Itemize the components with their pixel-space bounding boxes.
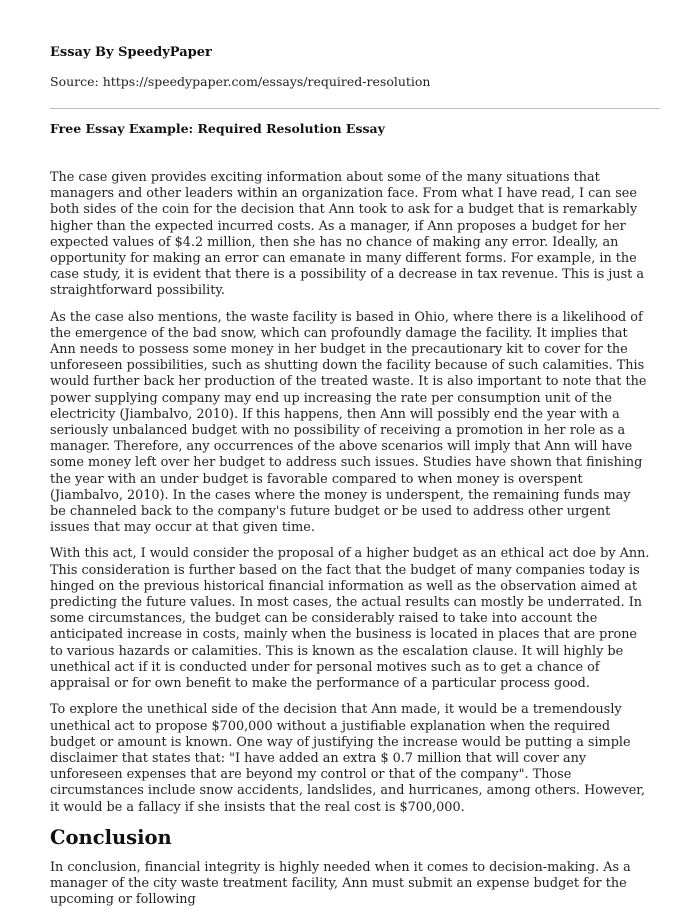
essay-paragraph: With this act, I would consider the proposal of a higher budget as an ethical act doe by Ann. This consideration is further based on the fact that the budget of many companies today is hinged on the previous historical financial information as well as the observation aimed at predicting the future values. In most cases, the actual results can mostly be underrated. In some circumstances, the budget can be considerably raised to take into account the anticipated increase in costs, mainly when the business is located in places that are prone to various hazards or calamities. This is known as the escalation clause. It will highly be unethical act if it is conducted under for personal motives such as to get a chance of appraisal or for own benefit to make the performance of a particular process good. — [50, 546, 650, 692]
conclusion-heading: Conclusion — [50, 825, 172, 849]
site-title: Essay By SpeedyPaper — [50, 45, 212, 60]
divider — [50, 108, 660, 109]
essay-title: Free Essay Example: Required Resolution Essay — [50, 121, 385, 136]
essay-body — [50, 170, 650, 918]
essay-paragraph: The case given provides exciting information about some of the many situations that managers and other leaders within an organization face. From what I have read, I can see both sides of the coin for the decision that Ann took to ask for a budget that is remarkably higher than the expected incurred costs. As a manager, if Ann proposes a budget for her expected values of $4.2 million, then she has no chance of making any error. Ideally, an opportunity for making an error can emanate in many different forms. For example, in the case study, it is evident that there is a possibility of a decrease in tax revenue. This is just a straightforward possibility. — [50, 170, 645, 299]
essay-paragraph: As the case also mentions, the waste facility is based in Ohio, where there is a likelihood of the emergence of the bad snow, which can profoundly damage the facility. It implies that Ann needs to possess some money in her budget in the precautionary kit to cover for the unforeseen possibilities, such as shutting down the facility because of such calamities. This would further back her production of the treated waste. It is also important to note that the power supplying company may end up increasing the rate per consumption unit of the electricity (Jiambalvo, 2010). If this happens, then Ann will possibly end the year with a seriously unbalanced budget with no possibility of receiving a promotion in her role as a manager. Therefore, any occurrences of the above scenarios will imply that Ann will have some money left over her budget to address such issues. Studies have shown that finishing the year with an under budget is favorable compared to when money is overspent (Jiambalvo, 2010). In the cases where the money is underspent, the remaining funds may be channeled back to the company's future budget or be used to address other urgent issues that may occur at that given time. — [50, 309, 647, 536]
source-line: Source: https://speedypaper.com/essays/required-resolution — [50, 74, 431, 89]
conclusion-paragraph: In conclusion, financial integrity is highly needed when it comes to decision-making. As a manager of the city waste treatment facility, Ann must submit an expense budget for the upcoming or following — [50, 859, 631, 908]
essay-paragraph: To explore the unethical side of the decision that Ann made, it would be a tremendously unethical act to propose $700,000 without a justifiable explanation when the required budget or amount is known. One way of justifying the increase would be putting a simple disclaimer that states that: "I have added an extra $ 0.7 million that will cover any unforeseen expenses that are beyond my control or that of the company". Those circumstances include snow accidents, landslides, and hurricanes, among others. However, it would be a fallacy if she insists that the real cost is $700,000. — [50, 702, 646, 815]
